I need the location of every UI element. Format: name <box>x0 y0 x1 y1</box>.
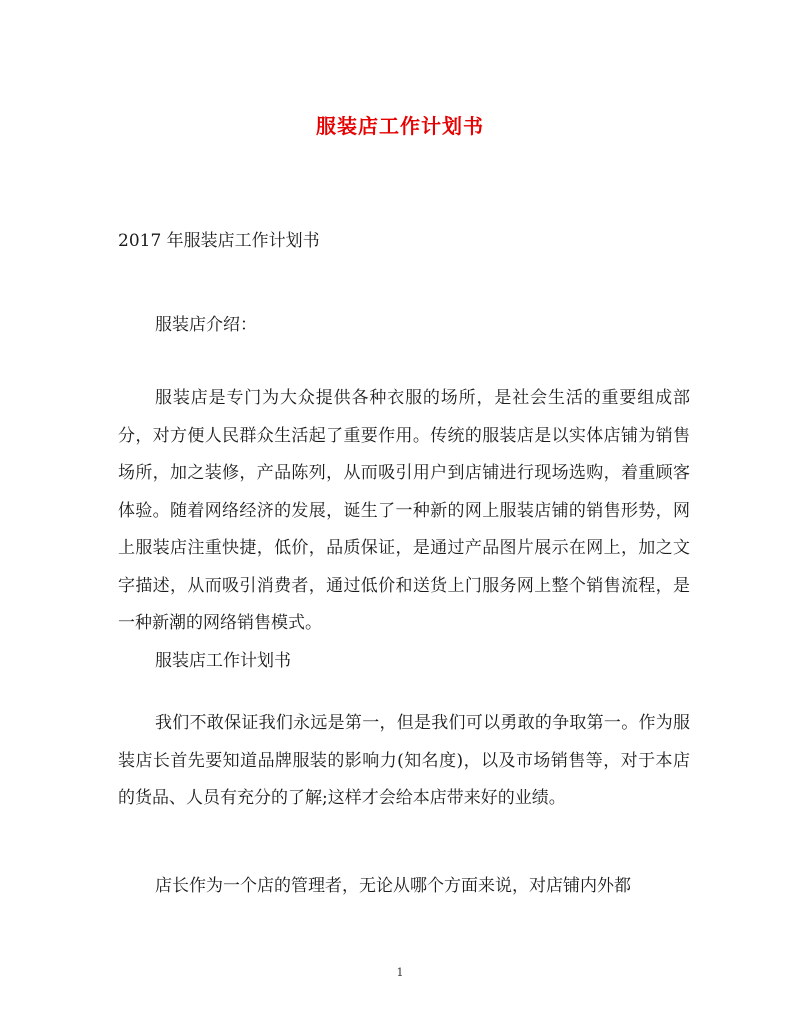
page-number: 1 <box>396 966 404 979</box>
plan-heading: 服装店工作计划书 <box>155 650 291 671</box>
manager-paragraph: 店长作为一个店的管理者，无论从哪个方面来说，对店铺内外都 <box>155 876 631 896</box>
manager-section <box>118 868 690 906</box>
intro-paragraph: 服装店是专门为大众提供各种衣服的场所，是社会生活的重要组成部分，对方便人民群众生活起了重要作用。传统的服装店是以实体店铺为销售场所，加之装修，产品陈列，从而吸引用户到店铺进行现场选购，着重顾客体验。随着网络经济的发展，诞生了一种新的网上服装店铺的销售形势，网上服装店注重快捷，低价，品质保证，是通过产品图片展示在网上，加之文字描述，从而吸引消费者，通过低价和送货上门服务网上整个销售流程，是一种新潮的网络销售模式。 <box>118 388 690 633</box>
document-title: 服装店工作计划书 <box>316 114 484 138</box>
intro-label: 服装店介绍： <box>155 315 257 335</box>
intro-section <box>118 380 690 680</box>
plan-section <box>118 705 690 818</box>
plan-paragraph: 我们不敢保证我们永远是第一，但是我们可以勇敢的争取第一。作为服装店长首先要知道品牌服装的影响力(知名度)，以及市场销售等，对于本店的货品、人员有充分的了解;这样才会给本店带来好的业绩。 <box>118 713 690 808</box>
document-subtitle: 2017 年服装店工作计划书 <box>118 231 320 251</box>
